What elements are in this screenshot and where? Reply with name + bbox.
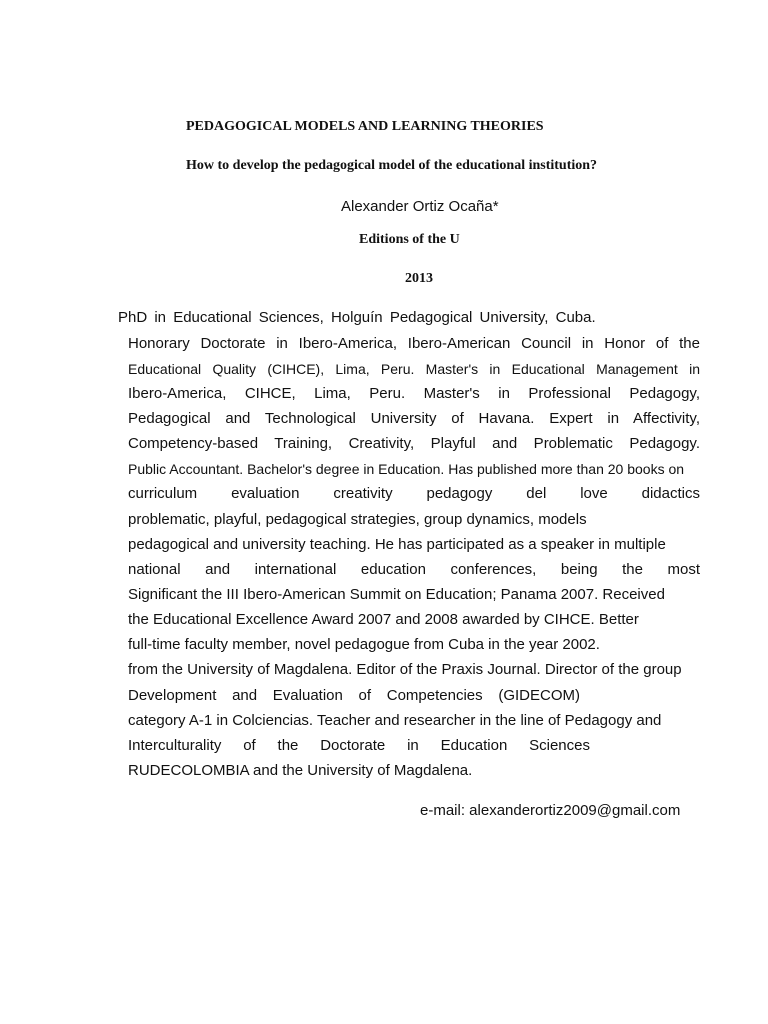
bio-line: category A-1 in Colciencias. Teacher and researcher in the line of Pedagogy and [128,712,662,729]
bio-line: Interculturality of the Doctorate in Education Sciences [128,737,590,754]
bio-first-line: PhD in Educational Sciences, Holguín Pedagogical University, Cuba. [118,309,596,326]
publication-year: 2013 [405,271,433,286]
bio-line: pedagogical and university teaching. He has participated as a speaker in multiple [128,536,666,553]
bio-line: full-time faculty member, novel pedagogue from Cuba in the year 2002. [128,636,600,653]
bio-line: Educational Quality (CIHCE), Lima, Peru. Master's in Educational Management in [128,361,700,377]
bio-line: Ibero-America, CIHCE, Lima, Peru. Master's in Professional Pedagogy, [128,385,700,402]
author-name: Alexander Ortiz Ocaña* [341,198,499,215]
bio-line: Development and Evaluation of Competencies (GIDECOM) [128,687,580,704]
bio-line: national and international education conferences, being the most [128,561,700,578]
bio-line: Competency-based Training, Creativity, Playful and Problematic Pedagogy. [128,435,700,452]
bio-line: the Educational Excellence Award 2007 and 2008 awarded by CIHCE. Better [128,611,639,628]
document-title: PEDAGOGICAL MODELS AND LEARNING THEORIES [186,119,544,134]
bio-line: curriculum evaluation creativity pedagogy del love didactics [128,485,700,502]
bio-line: Public Accountant. Bachelor's degree in Education. Has published more than 20 books on [128,461,685,477]
author-email: e-mail: alexanderortiz2009@gmail.com [420,802,681,819]
bio-line: from the University of Magdalena. Editor of the Praxis Journal. Director of the group [128,661,682,678]
document-subtitle: How to develop the pedagogical model of the educational institution? [186,158,598,173]
bio-line: Honorary Doctorate in Ibero-America, Ibero-American Council in Honor of the [128,335,700,352]
bio-line: Pedagogical and Technological University of Havana. Expert in Affectivity, [128,410,700,427]
bio-line: problematic, playful, pedagogical strategies, group dynamics, models [128,511,587,528]
bio-line: RUDECOLOMBIA and the University of Magdalena. [128,762,473,779]
publisher: Editions of the U [359,232,460,247]
bio-line: Significant the III Ibero-American Summit on Education; Panama 2007. Received [128,586,665,603]
